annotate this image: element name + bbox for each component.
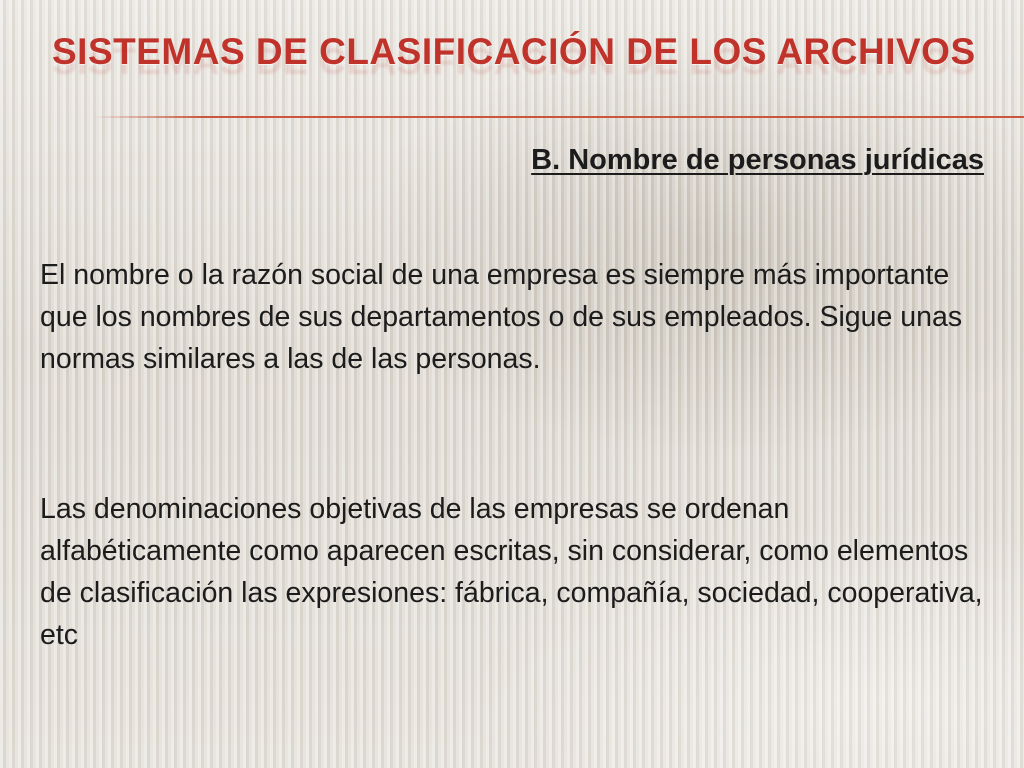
paragraph-razon-social: El nombre o la razón social de una empresa es siempre más importante que los nombres de sus departamentos o de sus empleados. Sigue unas normas similares a las de las personas. — [40, 259, 963, 375]
slide-title: SISTEMAS DE CLASIFICACIÓN DE LOS ARCHIVOS — [52, 31, 976, 72]
title-divider — [92, 116, 1024, 118]
slide-subtitle: B. Nombre de personas jurídicas — [531, 144, 984, 176]
paragraph-denominaciones: Las denominaciones objetivas de las empresas se ordenan alfabéticamente como aparecen escritas, sin considerar, como elementos de clasificación las expresiones: fábrica, compañía, sociedad, cooperativa, etc — [40, 493, 983, 651]
